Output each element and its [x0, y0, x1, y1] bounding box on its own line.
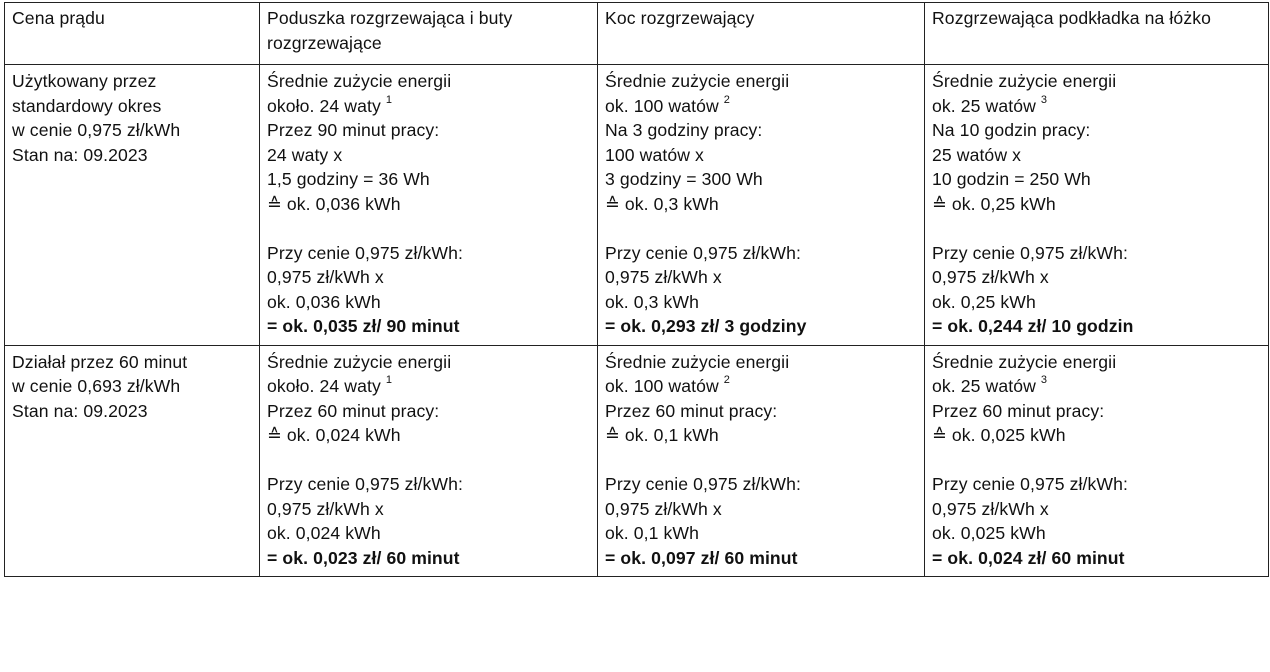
power-value: około. 24 waty — [267, 95, 381, 116]
price-line: 0,975 zł/kWh x — [605, 498, 722, 519]
footnote-ref: 3 — [1040, 93, 1048, 106]
result-cost: = ok. 0,293 zł/ 3 godziny — [605, 316, 807, 336]
calc-line: ≙ ok. 0,1 kWh — [605, 425, 719, 445]
blank-line — [267, 448, 591, 473]
table-row — [5, 345, 1269, 577]
power-line — [267, 94, 591, 119]
blank-line — [267, 216, 591, 241]
header-cell-heated-mattress-pad — [925, 3, 1269, 65]
calc-line: 1,5 godziny = 36 Wh — [267, 169, 430, 189]
header-label: Rozgrzewająca podkładka na łóżko — [932, 8, 1211, 28]
power-value: ok. 100 watów — [605, 376, 719, 396]
avg-consumption-label: Średnie zużycie energii — [932, 71, 1117, 91]
calc-line: 24 waty x — [267, 144, 343, 165]
table-row — [5, 65, 1269, 346]
result-cost: = ok. 0,097 zł/ 60 minut — [605, 547, 798, 568]
header-cell-electricity-price — [5, 3, 260, 65]
price-line: 0,975 zł/kWh x — [267, 267, 384, 287]
price-line: Przy cenie 0,975 zł/kWh: — [932, 242, 1129, 263]
result-cost: = ok. 0,023 zł/ 60 minut — [267, 547, 460, 568]
price-line: Przy cenie 0,975 zł/kWh: — [267, 474, 464, 494]
avg-consumption-label: Średnie zużycie energii — [605, 71, 790, 91]
blank-line — [605, 216, 918, 241]
footnote-ref: 3 — [1040, 374, 1048, 387]
calc-line: 10 godzin = 250 Wh — [932, 169, 1091, 189]
price-line: 0,975 zł/kWh x — [932, 267, 1049, 287]
row-label-line: w cenie 0,975 zł/kWh — [12, 120, 181, 140]
power-line — [605, 94, 918, 119]
calc-line: Przez 60 minut pracy: — [267, 400, 440, 421]
row-label-line: w cenie 0,693 zł/kWh — [12, 376, 181, 396]
data-cell — [925, 345, 1269, 577]
price-line: Przy cenie 0,975 zł/kWh: — [932, 474, 1129, 494]
price-line: ok. 0,3 kWh — [605, 291, 699, 312]
price-line: ok. 0,036 kWh — [267, 291, 381, 312]
power-line — [932, 374, 1262, 399]
calc-line: ≙ ok. 0,036 kWh — [267, 193, 401, 214]
calc-line: 3 godziny = 300 Wh — [605, 169, 763, 189]
blank-line — [605, 448, 918, 473]
calc-line: 100 watów x — [605, 144, 704, 165]
calc-line: ≙ ok. 0,024 kWh — [267, 425, 401, 445]
power-value: około. 24 waty — [267, 376, 381, 396]
footnote-ref: 1 — [385, 374, 393, 387]
result-cost: = ok. 0,035 zł/ 90 minut — [267, 316, 460, 336]
header-label: Koc rozgrzewający — [605, 8, 755, 28]
footnote-ref: 2 — [723, 374, 730, 387]
price-line: ok. 0,024 kWh — [267, 523, 381, 543]
calc-line: Przez 60 minut pracy: — [605, 400, 778, 421]
price-line: 0,975 zł/kWh x — [932, 498, 1049, 519]
price-line: ok. 0,1 kWh — [605, 523, 699, 543]
price-line: Przy cenie 0,975 zł/kWh: — [605, 474, 802, 494]
blank-line — [932, 216, 1262, 241]
table-header-row — [5, 3, 1269, 65]
header-label: Poduszka rozgrzewająca i buty rozgrzewające — [267, 8, 513, 53]
footnote-ref: 1 — [385, 93, 393, 106]
calc-line: ≙ ok. 0,25 kWh — [932, 193, 1056, 214]
price-line: 0,975 zł/kWh x — [605, 267, 722, 287]
row-label-line: Stan na: 09.2023 — [12, 400, 148, 421]
power-value: ok. 25 watów — [932, 376, 1036, 396]
header-cell-heating-pad-and-boots — [260, 3, 598, 65]
avg-consumption-label: Średnie zużycie energii — [932, 351, 1117, 372]
calc-line: Przez 60 minut pracy: — [932, 400, 1105, 421]
calc-line: Przez 90 minut pracy: — [267, 120, 440, 140]
avg-consumption-label: Średnie zużycie energii — [267, 351, 452, 372]
power-line — [267, 374, 591, 399]
result-cost: = ok. 0,024 zł/ 60 minut — [932, 547, 1125, 568]
row-label-cell — [5, 65, 260, 346]
header-label: Cena prądu — [12, 8, 105, 28]
calc-line: ≙ ok. 0,025 kWh — [932, 425, 1066, 445]
data-cell — [598, 65, 925, 346]
data-cell — [260, 65, 598, 346]
calc-line: 25 watów x — [932, 144, 1022, 165]
energy-cost-table — [4, 2, 1269, 577]
row-label-line: standardowy okres — [12, 95, 162, 116]
price-line: ok. 0,25 kWh — [932, 291, 1036, 312]
price-line: 0,975 zł/kWh x — [267, 498, 384, 519]
row-label-line: Stan na: 09.2023 — [12, 144, 148, 165]
calc-line: ≙ ok. 0,3 kWh — [605, 193, 719, 214]
calc-line: Na 10 godzin pracy: — [932, 120, 1091, 140]
header-cell-heated-blanket — [598, 3, 925, 65]
data-cell — [598, 345, 925, 577]
row-label-cell — [5, 345, 260, 577]
result-cost: = ok. 0,244 zł/ 10 godzin — [932, 316, 1134, 336]
avg-consumption-label: Średnie zużycie energii — [605, 351, 790, 372]
row-label-line: Działał przez 60 minut — [12, 351, 188, 372]
data-cell — [925, 65, 1269, 346]
footnote-ref: 2 — [723, 93, 730, 106]
power-value: ok. 100 watów — [605, 95, 719, 116]
avg-consumption-label: Średnie zużycie energii — [267, 71, 452, 91]
power-value: ok. 25 watów — [932, 95, 1036, 116]
blank-line — [932, 448, 1262, 473]
calc-line: Na 3 godziny pracy: — [605, 120, 763, 140]
power-line — [932, 94, 1262, 119]
price-line: ok. 0,025 kWh — [932, 523, 1046, 543]
row-label-line: Użytkowany przez — [12, 71, 157, 91]
power-line — [605, 374, 918, 399]
price-line: Przy cenie 0,975 zł/kWh: — [605, 242, 802, 263]
price-line: Przy cenie 0,975 zł/kWh: — [267, 242, 464, 263]
data-cell — [260, 345, 598, 577]
